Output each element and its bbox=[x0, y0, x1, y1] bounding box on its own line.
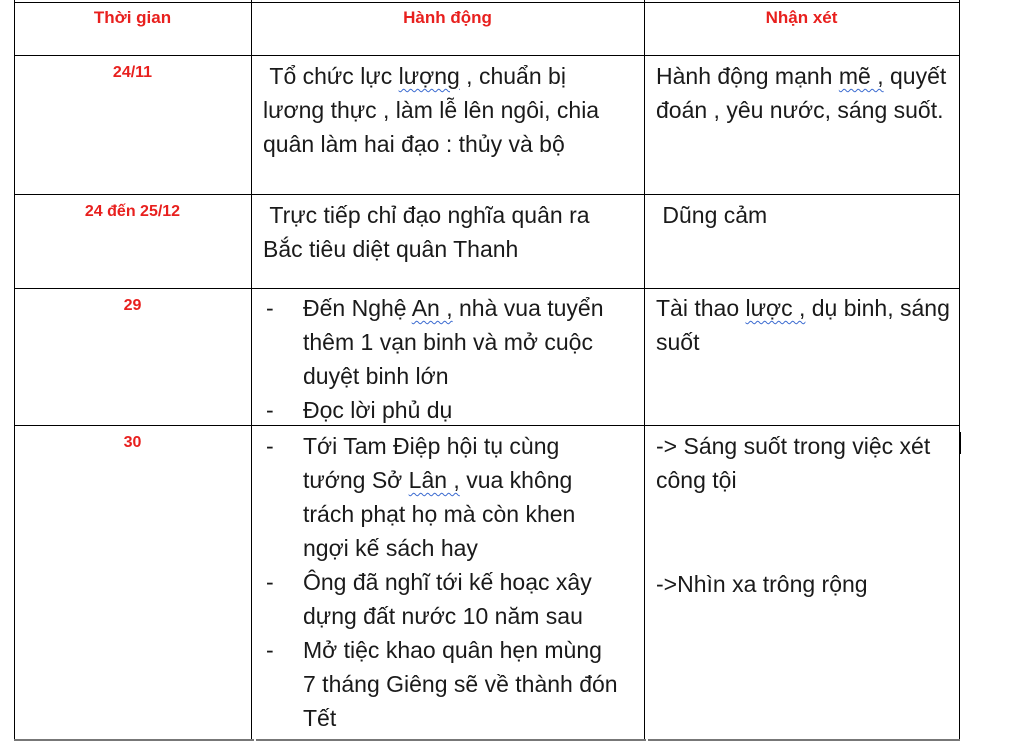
text-span: quyết đoán , yêu nước, sáng suốt. bbox=[656, 63, 953, 123]
row-1-time: 24/11 bbox=[112, 64, 153, 81]
row-3-comment bbox=[656, 291, 957, 359]
cropped-line bbox=[256, 739, 646, 741]
header-action: Hành động bbox=[403, 8, 492, 27]
text-span: , chuẩn bị lương thực , làm lễ lên ngôi, chia quân làm hai đạo : thủy và bộ bbox=[263, 63, 606, 157]
column-border bbox=[644, 0, 645, 746]
text-span: nhà vua tuyển thêm 1 vạn binh và mở cuộc duyệt binh lớn bbox=[303, 295, 604, 389]
list-item bbox=[263, 633, 618, 735]
cropped-line bbox=[14, 739, 254, 741]
column-border bbox=[14, 0, 15, 746]
row-divider bbox=[14, 55, 960, 56]
row-2-time: 24 đến 25/12 bbox=[84, 203, 181, 220]
row-2-action: Trực tiếp chỉ đạo nghĩa quân ra Bắc tiêu diệt quân Thanh bbox=[263, 202, 596, 262]
text-span: Hành động mạnh bbox=[656, 63, 839, 89]
list-item bbox=[263, 393, 618, 427]
column-border bbox=[959, 0, 960, 746]
text-span: Mở tiệc khao quân hẹn mùng 7 tháng Giêng sẽ về thành đón Tết bbox=[303, 637, 618, 731]
row-4-action bbox=[263, 429, 618, 735]
text-span: Tài thao bbox=[656, 295, 746, 321]
text-cursor bbox=[960, 432, 961, 454]
row-4-comment-2: ->Nhìn xa trông rộng bbox=[656, 571, 868, 597]
cropped-bottom-edge bbox=[0, 739, 1024, 746]
row-divider bbox=[14, 288, 960, 289]
row-3-time: 29 bbox=[123, 297, 142, 314]
text-span: Ông đã nghĩ tới kế hoạc xây dựng đất nước 10 năm sau bbox=[303, 569, 592, 629]
spellcheck-word: lược , bbox=[745, 295, 806, 321]
spellcheck-word: An , bbox=[411, 295, 453, 321]
spellcheck-word: lượng bbox=[398, 63, 460, 89]
list-item bbox=[263, 291, 618, 393]
list-item bbox=[263, 429, 618, 565]
text-span: Tổ chức lực bbox=[263, 63, 399, 89]
text-span: Tới Tam Điệp hội tụ cùng tướng Sở bbox=[303, 433, 560, 493]
list-item bbox=[263, 565, 618, 633]
row-4-comment-1: -> Sáng suốt trong việc xét công tội bbox=[656, 433, 931, 493]
row-1-comment bbox=[656, 59, 951, 127]
text-span: vua không trách phạt họ mà còn khen ngợi kế sách hay bbox=[303, 467, 576, 561]
row-divider bbox=[14, 194, 960, 195]
spellcheck-word: mẽ , bbox=[838, 63, 884, 89]
header-time: Thời gian bbox=[93, 8, 172, 27]
table-top-border bbox=[14, 2, 960, 3]
row-3-action bbox=[263, 291, 618, 427]
action-list bbox=[263, 291, 618, 427]
action-list bbox=[263, 429, 618, 735]
spellcheck-word: Lân , bbox=[408, 467, 460, 493]
text-span: Đến Nghệ bbox=[303, 295, 412, 321]
row-2-comment: Dũng cảm bbox=[656, 202, 768, 228]
text-span: dụ binh, sáng suốt bbox=[656, 295, 957, 355]
row-1-action bbox=[263, 59, 633, 161]
text-span: Đọc lời phủ dụ bbox=[303, 397, 453, 423]
column-border bbox=[251, 0, 252, 746]
row-4-time: 30 bbox=[123, 434, 142, 451]
cropped-line bbox=[648, 739, 960, 741]
header-comment: Nhận xét bbox=[765, 8, 838, 27]
